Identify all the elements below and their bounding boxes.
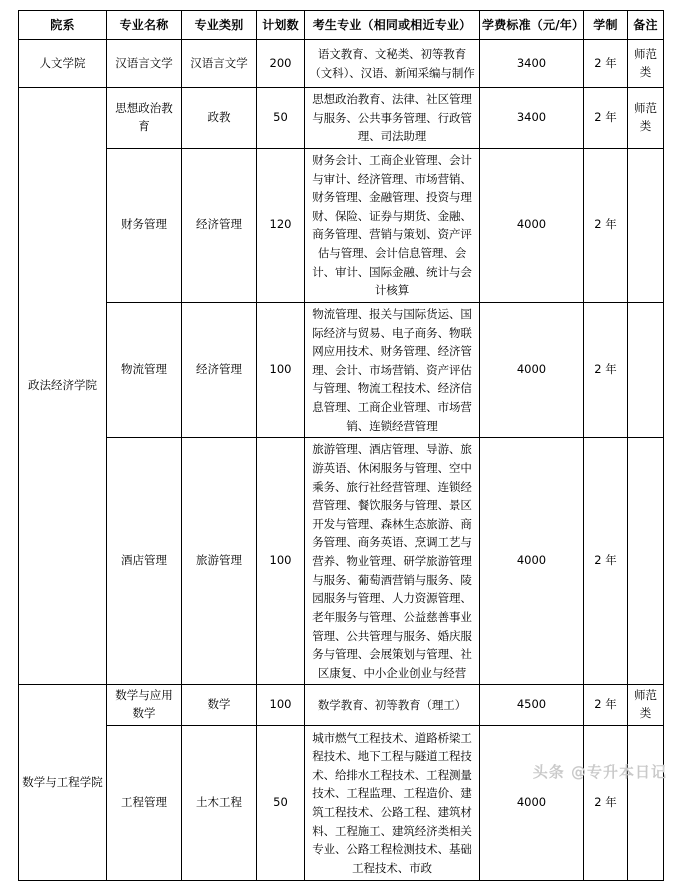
cell-major: 数学与应用数学 [107,685,182,726]
cell-plan: 100 [257,685,305,726]
cell-dept: 人文学院 [19,40,107,88]
cell-fee: 4000 [480,148,584,302]
cell-length: 2 年 [584,88,628,149]
cell-fee: 4000 [480,726,584,881]
cell-category: 政教 [182,88,257,149]
cell-major: 工程管理 [107,726,182,881]
cell-length: 2 年 [584,726,628,881]
column-header-length: 学制 [584,11,628,40]
cell-note: 师范类 [628,685,664,726]
cell-subject: 旅游管理、酒店管理、导游、旅游英语、休闲服务与管理、空中乘务、旅行社经营管理、连锁经营管理、餐饮服务与管理、景区开发与管理、森林生态旅游、商务管理、商务英语、烹调工艺与营养、物业管理、研学旅游管理与服务、葡萄酒营销与服务、陵园服务与管理、人力资源管理、老年服务与管理、公益慈善事业管理、公共管理与服务、婚庆服务与管理、会展策划与管理、社区康复、中小企业创业与经营 [305,438,480,685]
column-header-subject: 考生专业（相同或相近专业） [305,11,480,40]
cell-dept: 政法经济学院 [19,88,107,685]
table-sheet [18,10,663,881]
cell-plan: 120 [257,148,305,302]
cell-plan: 200 [257,40,305,88]
cell-subject: 语文教育、文秘类、初等教育（文科）、汉语、新闻采编与制作 [305,40,480,88]
column-header-category: 专业类别 [182,11,257,40]
cell-plan: 50 [257,726,305,881]
cell-note [628,302,664,437]
column-header-major: 专业名称 [107,11,182,40]
cell-category: 土木工程 [182,726,257,881]
cell-fee: 3400 [480,40,584,88]
table-row [19,88,664,149]
cell-length: 2 年 [584,40,628,88]
cell-fee: 4000 [480,302,584,437]
table-row [19,438,664,685]
cell-category: 旅游管理 [182,438,257,685]
cell-major: 酒店管理 [107,438,182,685]
cell-subject: 物流管理、报关与国际货运、国际经济与贸易、电子商务、物联网应用技术、财务管理、经济管理、会计、市场营销、资产评估与管理、物流工程技术、经济信息管理、工商企业管理、市场营销、连锁经营管理 [305,302,480,437]
cell-category: 经济管理 [182,302,257,437]
cell-subject: 数学教育、初等教育（理工） [305,685,480,726]
column-header-fee: 学费标准（元/年） [480,11,584,40]
cell-fee: 3400 [480,88,584,149]
cell-plan: 100 [257,302,305,437]
cell-note [628,726,664,881]
cell-subject: 城市燃气工程技术、道路桥梁工程技术、地下工程与隧道工程技术、给排水工程技术、工程测量技术、工程监理、工程造价、建筑工程技术、公路工程、建筑材料、工程施工、建筑经济类相关专业、公路工程检测技术、基础工程技术、市政 [305,726,480,881]
cell-fee: 4000 [480,438,584,685]
column-header-plan: 计划数 [257,11,305,40]
cell-major: 思想政治教育 [107,88,182,149]
table-row [19,685,664,726]
cell-note [628,438,664,685]
table-row [19,302,664,437]
column-header-dept: 院系 [19,11,107,40]
cell-category: 数学 [182,685,257,726]
cell-subject: 财务会计、工商企业管理、会计与审计、经济管理、市场营销、财务管理、金融管理、投资与理财、保险、证券与期货、金融、商务管理、营销与策划、资产评估与管理、会计信息管理、会计、审计、国际金融、统计与会计核算 [305,148,480,302]
cell-major: 财务管理 [107,148,182,302]
table-header-row [19,11,664,40]
cell-note: 师范类 [628,88,664,149]
cell-category: 汉语言文学 [182,40,257,88]
cell-category: 经济管理 [182,148,257,302]
table-row [19,148,664,302]
cell-subject: 思想政治教育、法律、社区管理与服务、公共事务管理、行政管理、司法助理 [305,88,480,149]
cell-plan: 100 [257,438,305,685]
column-header-note: 备注 [628,11,664,40]
cell-length: 2 年 [584,685,628,726]
cell-length: 2 年 [584,148,628,302]
cell-note: 师范类 [628,40,664,88]
cell-note [628,148,664,302]
admission-plan-table [18,10,664,881]
table-row [19,726,664,881]
table-row [19,40,664,88]
cell-dept: 数学与工程学院 [19,685,107,881]
cell-length: 2 年 [584,302,628,437]
cell-major: 物流管理 [107,302,182,437]
watermark: 头条 @专升本日记 [532,763,667,781]
cell-plan: 50 [257,88,305,149]
cell-fee: 4500 [480,685,584,726]
cell-length: 2 年 [584,438,628,685]
cell-major: 汉语言文学 [107,40,182,88]
